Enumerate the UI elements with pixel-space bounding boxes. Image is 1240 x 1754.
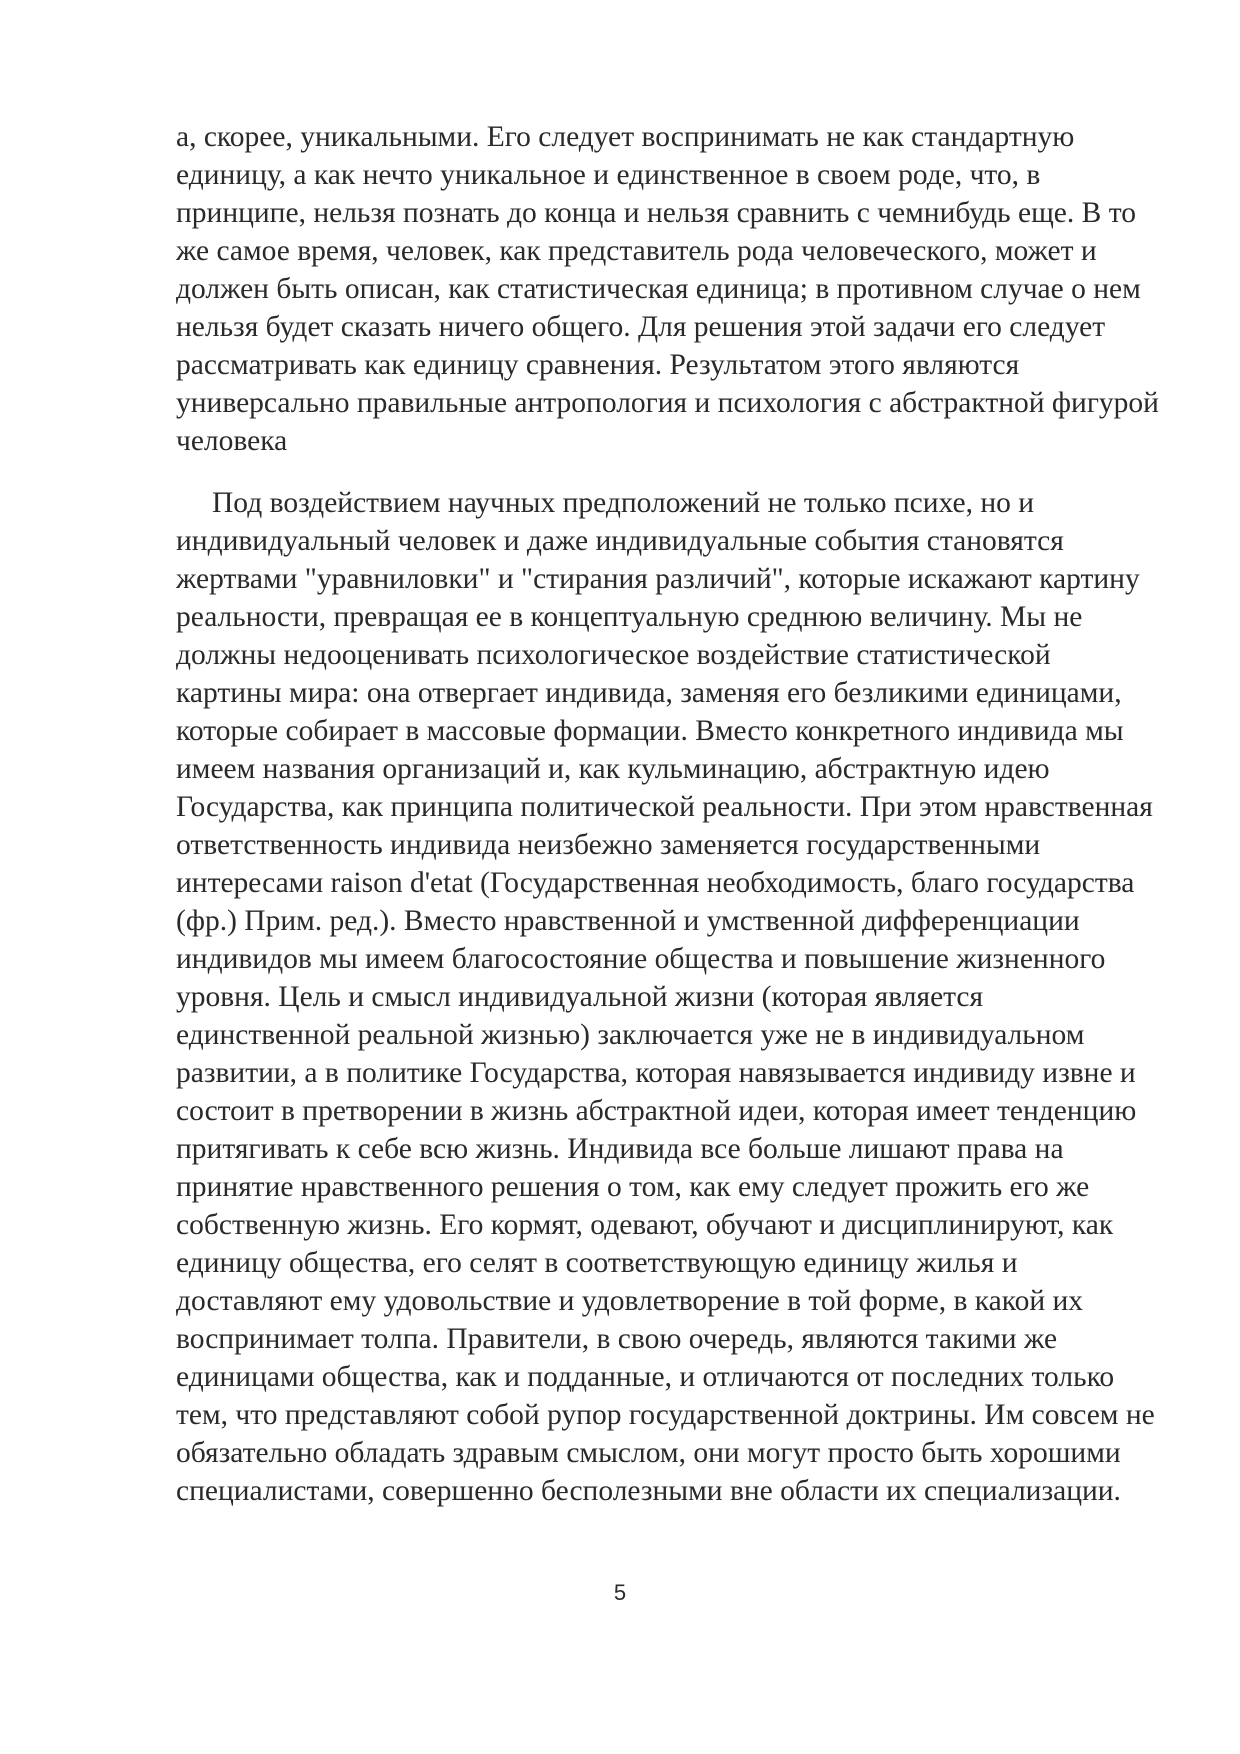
text-line: рассматривать как единицу сравнения. Результатом этого являются xyxy=(176,349,1020,381)
text-line: собственную жизнь. Его кормят, одевают, обучают и дисциплинируют, как xyxy=(176,1209,1114,1241)
text-line: же самое время, человек, как представитель рода человеческого, может и xyxy=(176,235,1097,267)
text-line: тем, что представляют собой рупор государственной доктрины. Им совсем не xyxy=(176,1399,1155,1431)
text-line: жертвами "уравниловки" и "стирания различий", которые искажают картину xyxy=(176,563,1140,595)
text-line: единицами общества, как и подданные, и отличаются от последних только xyxy=(176,1361,1115,1393)
text-line: единственной реальной жизнью) заключается уже не в индивидуальном xyxy=(176,1019,1085,1051)
text-line: единицу, а как нечто уникальное и единственное в своем роде, что, в xyxy=(176,159,1041,191)
text-line: специалистами, совершенно бесполезными вне области их специализации. xyxy=(176,1475,1121,1507)
text-line: а, скорее, уникальными. Его следует воспринимать не как стандартную xyxy=(176,121,1075,153)
text-line: должен быть описан, как статистическая единица; в противном случае о нем xyxy=(176,273,1141,305)
text-line: воспринимает толпа. Правители, в свою очередь, являются такими же xyxy=(176,1323,1058,1355)
text-line: нельзя будет сказать ничего общего. Для решения этой задачи его следует xyxy=(176,311,1106,343)
text-line: универсально правильные антропология и психология с абстрактной фигурой xyxy=(176,387,1159,419)
text-line: Под воздействием научных предположений не только психе, но и xyxy=(212,487,1035,519)
text-line: которые собирает в массовые формации. Вместо конкретного индивида мы xyxy=(176,715,1124,747)
text-line: индивидов мы имеем благосостояние общества и повышение жизненного xyxy=(176,943,1106,975)
text-line: (фр.) Прим. ред.). Вместо нравственной и умственной дифференциации xyxy=(176,905,1080,937)
text-line: притягивать к себе всю жизнь. Индивида все больше лишают права на xyxy=(176,1133,1064,1165)
text-line: обязательно обладать здравым смыслом, они могут просто быть хорошими xyxy=(176,1437,1121,1469)
text-line: индивидуальный человек и даже индивидуальные события становятся xyxy=(176,525,1064,557)
text-line: уровня. Цель и смысл индивидуальной жизни (которая является xyxy=(176,981,984,1013)
text-line: интересами raison d'etat (Государственная необходимость, благо государства xyxy=(176,867,1135,899)
text-line: принятие нравственного решения о том, как ему следует прожить его же xyxy=(176,1171,1090,1203)
text-line: единицу общества, его селят в соответствующую единицу жилья и xyxy=(176,1247,1018,1279)
paragraph-2 xyxy=(176,484,1156,1510)
text-line: реальности, превращая ее в концептуальную среднюю величину. Мы не xyxy=(176,601,1083,633)
text-line: развитии, а в политике Государства, которая навязывается индивиду извне и xyxy=(176,1057,1136,1089)
text-line: состоит в претворении в жизнь абстрактной идеи, которая имеет тенденцию xyxy=(176,1095,1137,1127)
text-line: имеем названия организаций и, как кульминацию, абстрактную идею xyxy=(176,753,1050,785)
text-line: принципе, нельзя познать до конца и нельзя сравнить с чемнибудь еще. В то xyxy=(176,197,1136,229)
text-line: человека xyxy=(176,425,288,457)
text-line: ответственность индивида неизбежно заменяется государственными xyxy=(176,829,1041,861)
text-line: должны недооценивать психологическое воздействие статистической xyxy=(176,639,1051,671)
paragraph-1 xyxy=(176,118,1159,460)
page-number: 5 xyxy=(613,1580,627,1605)
text-line: картины мира: она отвергает индивида, заменяя его безликими единицами, xyxy=(176,677,1122,709)
text-line: Государства, как принципа политической реальности. При этом нравственная xyxy=(176,791,1153,823)
text-line: доставляют ему удовольствие и удовлетворение в той форме, в какой их xyxy=(176,1285,1084,1317)
